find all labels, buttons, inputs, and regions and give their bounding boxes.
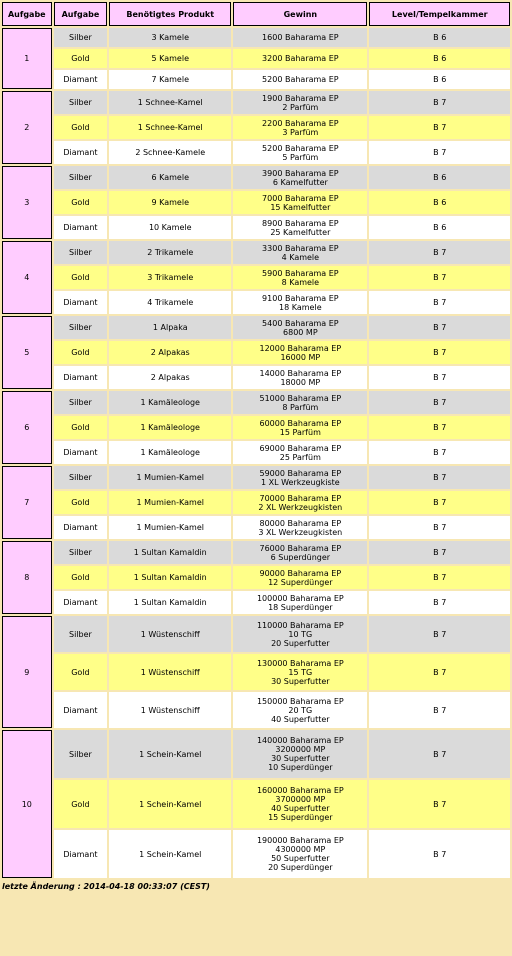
reward-line: 6 Superdünger — [270, 552, 331, 562]
table-row — [2, 654, 510, 690]
reward-line: 60000 Baharama EP — [259, 418, 342, 428]
table-row — [2, 830, 510, 878]
reward-line: 25 Parfüm — [279, 452, 321, 462]
reward-cell — [233, 70, 367, 89]
header-row — [2, 2, 510, 26]
reward-line: 59000 Baharama EP — [259, 468, 342, 478]
reward-line: 20 Superdünger — [268, 863, 333, 872]
reward-line: 18000 MP — [280, 377, 321, 387]
reward-line: 1900 Baharama EP — [262, 93, 339, 103]
reward-line: 3200 Baharama EP — [262, 54, 339, 63]
table-row — [2, 216, 510, 239]
product-cell: 1 Schnee-Kamel — [109, 116, 231, 139]
product-cell: 3 Kamele — [109, 28, 231, 47]
reward-line: 150000 Baharama EP — [256, 696, 344, 706]
level-cell: B 6 — [369, 216, 510, 239]
reward-cell — [233, 466, 367, 489]
reward-cell — [233, 416, 367, 439]
product-cell: 1 Sultan Kamaldin — [109, 541, 231, 564]
reward-line: 20 TG — [288, 705, 313, 715]
table-row — [2, 730, 510, 778]
product-cell: 1 Alpaka — [109, 316, 231, 339]
table-row — [2, 591, 510, 614]
product-cell: 1 Kamäleologe — [109, 441, 231, 464]
level-cell: B 7 — [369, 141, 510, 164]
reward-cell — [233, 391, 367, 414]
table-row — [2, 616, 510, 652]
tier-cell: Silber — [54, 241, 108, 264]
level-cell: B 7 — [369, 341, 510, 364]
reward-cell — [233, 141, 367, 164]
table-row — [2, 341, 510, 364]
table-row — [2, 166, 510, 189]
level-cell: B 7 — [369, 730, 510, 778]
reward-cell — [233, 692, 367, 728]
product-cell: 1 Mumien-Kamel — [109, 491, 231, 514]
level-cell: B 7 — [369, 566, 510, 589]
task-number: 9 — [2, 616, 52, 728]
product-cell: 4 Trikamele — [109, 291, 231, 314]
header-task: Aufgabe — [2, 2, 52, 26]
level-cell: B 7 — [369, 466, 510, 489]
table-row — [2, 416, 510, 439]
reward-line: 14000 Baharama EP — [259, 368, 342, 378]
reward-line: 18 Superdünger — [268, 602, 333, 612]
product-cell: 2 Alpakas — [109, 366, 231, 389]
table-row — [2, 116, 510, 139]
level-cell: B 7 — [369, 830, 510, 878]
tier-cell: Gold — [54, 266, 108, 289]
tier-cell: Silber — [54, 541, 108, 564]
product-cell: 1 Kamäleologe — [109, 416, 231, 439]
task-number: 3 — [2, 166, 52, 239]
product-cell: 1 Schein-Kamel — [109, 730, 231, 778]
product-cell: 1 Sultan Kamaldin — [109, 566, 231, 589]
table-row — [2, 291, 510, 314]
product-cell: 1 Wüstenschiff — [109, 692, 231, 728]
level-cell: B 7 — [369, 366, 510, 389]
tier-cell: Diamant — [54, 591, 108, 614]
level-cell: B 7 — [369, 391, 510, 414]
reward-line: 76000 Baharama EP — [259, 543, 342, 553]
header-level: Level/Tempelkammer — [369, 2, 510, 26]
reward-cell — [233, 241, 367, 264]
tier-cell: Gold — [54, 49, 108, 68]
table-row — [2, 91, 510, 114]
product-cell: 3 Trikamele — [109, 266, 231, 289]
reward-cell — [233, 830, 367, 878]
tier-cell: Diamant — [54, 141, 108, 164]
product-cell: 9 Kamele — [109, 191, 231, 214]
product-cell: 2 Schnee-Kamele — [109, 141, 231, 164]
product-cell: 10 Kamele — [109, 216, 231, 239]
reward-line: 9100 Baharama EP — [262, 293, 339, 303]
reward-cell — [233, 28, 367, 47]
reward-line: 4300000 MP — [275, 845, 326, 854]
table-row — [2, 366, 510, 389]
tier-cell: Silber — [54, 28, 108, 47]
table-row — [2, 266, 510, 289]
product-cell: 1 Wüstenschiff — [109, 654, 231, 690]
tier-cell: Diamant — [54, 291, 108, 314]
reward-line: 3900 Baharama EP — [262, 168, 339, 178]
reward-cell — [233, 316, 367, 339]
level-cell: B 7 — [369, 241, 510, 264]
product-cell: 1 Kamäleologe — [109, 391, 231, 414]
table-row — [2, 191, 510, 214]
tier-cell: Silber — [54, 91, 108, 114]
reward-cell — [233, 191, 367, 214]
reward-line: 30 Superfutter — [271, 676, 330, 686]
task-number: 5 — [2, 316, 52, 389]
reward-line: 100000 Baharama EP — [256, 593, 344, 603]
reward-line: 40 Superfutter — [271, 804, 330, 813]
level-cell: B 6 — [369, 166, 510, 189]
tier-cell: Diamant — [54, 366, 108, 389]
table-row — [2, 541, 510, 564]
reward-cell — [233, 216, 367, 239]
level-cell: B 6 — [369, 28, 510, 47]
tier-cell: Diamant — [54, 441, 108, 464]
product-cell: 6 Kamele — [109, 166, 231, 189]
reward-line: 12000 Baharama EP — [259, 343, 342, 353]
table-row — [2, 316, 510, 339]
reward-line: 7000 Baharama EP — [262, 193, 339, 203]
tier-cell: Silber — [54, 616, 108, 652]
reward-line: 10 TG — [288, 629, 313, 639]
level-cell: B 6 — [369, 191, 510, 214]
reward-cell — [233, 491, 367, 514]
reward-line: 3700000 MP — [275, 795, 326, 804]
reward-line: 20 Superfutter — [271, 638, 330, 648]
product-cell: 5 Kamele — [109, 49, 231, 68]
tier-cell: Diamant — [54, 516, 108, 539]
tier-cell: Silber — [54, 316, 108, 339]
reward-line: 1 XL Werkzeugkiste — [260, 477, 340, 487]
reward-line: 40 Superfutter — [271, 714, 330, 724]
reward-line: 3200000 MP — [275, 745, 326, 754]
reward-line: 15 Parfüm — [279, 427, 321, 437]
level-cell: B 7 — [369, 516, 510, 539]
reward-line: 90000 Baharama EP — [259, 568, 342, 578]
product-cell: 1 Wüstenschiff — [109, 616, 231, 652]
reward-line: 190000 Baharama EP — [256, 836, 344, 845]
table-row — [2, 441, 510, 464]
reward-line: 70000 Baharama EP — [259, 493, 342, 503]
reward-line: 1600 Baharama EP — [262, 33, 339, 42]
level-cell: B 6 — [369, 70, 510, 89]
level-cell: B 7 — [369, 591, 510, 614]
reward-cell — [233, 780, 367, 828]
reward-line: 15 TG — [288, 667, 313, 677]
reward-cell — [233, 441, 367, 464]
reward-cell — [233, 591, 367, 614]
tier-cell: Diamant — [54, 216, 108, 239]
reward-line: 51000 Baharama EP — [259, 393, 342, 403]
reward-line: 4 Kamele — [281, 252, 320, 262]
reward-line: 18 Kamele — [279, 302, 322, 312]
level-cell: B 7 — [369, 116, 510, 139]
reward-line: 160000 Baharama EP — [256, 786, 344, 795]
reward-line: 12 Superdünger — [268, 577, 333, 587]
tier-cell: Gold — [54, 566, 108, 589]
product-cell: 1 Schein-Kamel — [109, 830, 231, 878]
tier-cell: Silber — [54, 730, 108, 778]
reward-cell — [233, 291, 367, 314]
reward-cell — [233, 49, 367, 68]
level-cell: B 7 — [369, 541, 510, 564]
table-row — [2, 391, 510, 414]
tier-cell: Gold — [54, 780, 108, 828]
reward-line: 15 Kamelfutter — [270, 202, 331, 212]
product-cell: 2 Trikamele — [109, 241, 231, 264]
tier-cell: Silber — [54, 166, 108, 189]
tier-cell: Gold — [54, 491, 108, 514]
header-product: Benötigtes Produkt — [109, 2, 231, 26]
product-cell: 1 Schein-Kamel — [109, 780, 231, 828]
level-cell: B 7 — [369, 616, 510, 652]
task-number: 4 — [2, 241, 52, 314]
product-cell: 1 Schnee-Kamel — [109, 91, 231, 114]
tier-cell: Diamant — [54, 830, 108, 878]
reward-line: 5 Parfüm — [282, 152, 319, 162]
reward-line: 30 Superfutter — [271, 754, 330, 763]
task-number: 2 — [2, 91, 52, 164]
reward-cell — [233, 566, 367, 589]
reward-line: 50 Superfutter — [271, 854, 330, 863]
reward-cell — [233, 266, 367, 289]
reward-line: 140000 Baharama EP — [256, 736, 344, 745]
reward-line: 80000 Baharama EP — [259, 518, 342, 528]
table-row — [2, 692, 510, 728]
level-cell: B 7 — [369, 692, 510, 728]
table-row — [2, 466, 510, 489]
reward-line: 3 Parfüm — [282, 127, 319, 137]
table-row — [2, 70, 510, 89]
tier-cell: Diamant — [54, 692, 108, 728]
reward-line: 5200 Baharama EP — [262, 143, 339, 153]
tier-cell: Diamant — [54, 70, 108, 89]
reward-line: 8 Kamele — [281, 277, 320, 287]
table-row — [2, 241, 510, 264]
level-cell: B 6 — [369, 49, 510, 68]
product-cell: 7 Kamele — [109, 70, 231, 89]
tier-cell: Silber — [54, 391, 108, 414]
reward-line: 16000 MP — [280, 352, 321, 362]
task-number: 8 — [2, 541, 52, 614]
tier-cell: Gold — [54, 416, 108, 439]
tier-cell: Gold — [54, 116, 108, 139]
reward-cell — [233, 341, 367, 364]
reward-line: 5400 Baharama EP — [262, 318, 339, 328]
reward-line: 8 Parfüm — [282, 402, 319, 412]
product-cell: 1 Sultan Kamaldin — [109, 591, 231, 614]
table-row — [2, 49, 510, 68]
product-cell: 2 Alpakas — [109, 341, 231, 364]
level-cell: B 7 — [369, 266, 510, 289]
reward-line: 15 Superdünger — [268, 813, 333, 822]
reward-line: 130000 Baharama EP — [256, 658, 344, 668]
reward-line: 5900 Baharama EP — [262, 268, 339, 278]
table-row — [2, 491, 510, 514]
product-cell: 1 Mumien-Kamel — [109, 516, 231, 539]
reward-cell — [233, 166, 367, 189]
header-reward: Gewinn — [233, 2, 367, 26]
reward-line: 5200 Baharama EP — [262, 75, 339, 84]
tier-cell: Gold — [54, 654, 108, 690]
last-modified: letzte Änderung : 2014-04-18 00:33:07 (CEST) — [2, 882, 210, 891]
level-cell: B 7 — [369, 316, 510, 339]
reward-line: 3300 Baharama EP — [262, 243, 339, 253]
reward-line: 2 XL Werkzeugkisten — [258, 502, 343, 512]
reward-cell — [233, 541, 367, 564]
task-number: 10 — [2, 730, 52, 878]
tier-cell: Silber — [54, 466, 108, 489]
reward-line: 6 Kamelfutter — [272, 177, 328, 187]
table-row — [2, 566, 510, 589]
header-tier: Aufgabe — [54, 2, 108, 26]
task-number: 1 — [2, 28, 52, 89]
level-cell: B 7 — [369, 416, 510, 439]
level-cell: B 7 — [369, 91, 510, 114]
table-row — [2, 516, 510, 539]
task-number: 7 — [2, 466, 52, 539]
reward-cell — [233, 116, 367, 139]
reward-line: 110000 Baharama EP — [256, 620, 344, 630]
reward-line: 69000 Baharama EP — [259, 443, 342, 453]
reward-cell — [233, 366, 367, 389]
level-cell: B 7 — [369, 780, 510, 828]
reward-line: 2 Parfüm — [282, 102, 319, 112]
reward-cell — [233, 654, 367, 690]
level-cell: B 7 — [369, 654, 510, 690]
reward-cell — [233, 616, 367, 652]
reward-line: 10 Superdünger — [268, 763, 333, 772]
level-cell: B 7 — [369, 441, 510, 464]
reward-line: 8900 Baharama EP — [262, 218, 339, 228]
table-row — [2, 141, 510, 164]
table-row — [2, 780, 510, 828]
reward-line: 6800 MP — [283, 327, 318, 337]
table-row — [2, 28, 510, 47]
reward-line: 2200 Baharama EP — [262, 118, 339, 128]
reward-cell — [233, 516, 367, 539]
reward-cell — [233, 91, 367, 114]
product-cell: 1 Mumien-Kamel — [109, 466, 231, 489]
tasks-body — [2, 28, 510, 878]
reward-line: 3 XL Werkzeugkisten — [258, 527, 343, 537]
reward-cell — [233, 730, 367, 778]
task-number: 6 — [2, 391, 52, 464]
tier-cell: Gold — [54, 341, 108, 364]
reward-line: 25 Kamelfutter — [270, 227, 331, 237]
level-cell: B 7 — [369, 491, 510, 514]
level-cell: B 7 — [369, 291, 510, 314]
tier-cell: Gold — [54, 191, 108, 214]
